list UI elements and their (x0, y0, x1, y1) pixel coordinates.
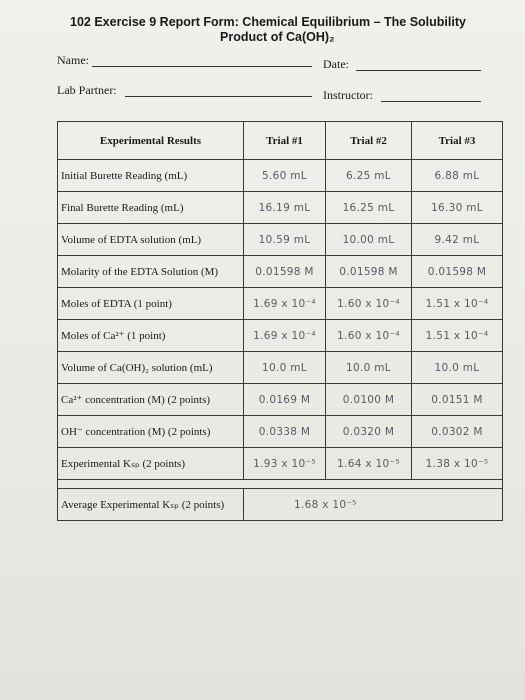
trial-1-value[interactable]: 10.0 mL (244, 352, 326, 384)
trial-3-value[interactable]: 10.0 mL (412, 352, 503, 384)
trial-1-value[interactable]: 10.59 mL (244, 224, 326, 256)
trial-3-value[interactable]: 16.30 mL (412, 192, 503, 224)
trial-2-value[interactable]: 10.00 mL (326, 224, 412, 256)
trial-2-value[interactable]: 1.60 x 10⁻⁴ (326, 288, 412, 320)
instructor-label: Instructor: (323, 88, 373, 102)
row-label: Experimental Kₛₚ (2 points) (58, 448, 244, 480)
table-row (58, 448, 503, 480)
header-experimental-results: Experimental Results (58, 122, 244, 160)
trial-3-value[interactable]: 1.38 x 10⁻⁵ (412, 448, 503, 480)
spacer-cell (58, 480, 503, 489)
row-label: Final Burette Reading (mL) (58, 192, 244, 224)
trial-3-value[interactable]: 1.51 x 10⁻⁴ (412, 288, 503, 320)
table-row (58, 416, 503, 448)
date-label: Date: (323, 57, 349, 71)
trial-1-value[interactable]: 0.0169 M (244, 384, 326, 416)
average-ksp-value[interactable]: 1.68 x 10⁻⁵ (244, 489, 503, 521)
header-trial-2: Trial #2 (326, 122, 412, 160)
header-row (58, 122, 503, 160)
date-field[interactable] (356, 70, 481, 71)
trial-2-value[interactable]: 16.25 mL (326, 192, 412, 224)
header-trial-3: Trial #3 (412, 122, 503, 160)
row-label: Volume of Ca(OH)₂ solution (mL) (58, 352, 244, 384)
trial-1-value[interactable]: 5.60 mL (244, 160, 326, 192)
average-row (58, 489, 503, 521)
title-line-1: 102 Exercise 9 Report Form: Chemical Equilibrium – The Solubility (70, 15, 466, 29)
trial-1-value[interactable]: 1.69 x 10⁻⁴ (244, 288, 326, 320)
trial-3-value[interactable]: 6.88 mL (412, 160, 503, 192)
name-field[interactable] (92, 66, 312, 67)
trial-3-value[interactable]: 0.0151 M (412, 384, 503, 416)
name-label: Name: (57, 53, 89, 67)
trial-3-value[interactable]: 0.01598 M (412, 256, 503, 288)
results-table (57, 121, 503, 521)
trial-1-value[interactable]: 0.0338 M (244, 416, 326, 448)
trial-2-value[interactable]: 0.01598 M (326, 256, 412, 288)
table-row (58, 288, 503, 320)
table-row (58, 352, 503, 384)
row-label: Moles of EDTA (1 point) (58, 288, 244, 320)
trial-1-value[interactable]: 1.93 x 10⁻⁵ (244, 448, 326, 480)
instructor-field[interactable] (381, 101, 481, 102)
trial-2-value[interactable]: 1.64 x 10⁻⁵ (326, 448, 412, 480)
table-row (58, 384, 503, 416)
spacer-row (58, 480, 503, 489)
row-label: OH⁻ concentration (M) (2 points) (58, 416, 244, 448)
header-trial-1: Trial #1 (244, 122, 326, 160)
trial-2-value[interactable]: 0.0100 M (326, 384, 412, 416)
trial-1-value[interactable]: 0.01598 M (244, 256, 326, 288)
trial-3-value[interactable]: 9.42 mL (412, 224, 503, 256)
table-row (58, 256, 503, 288)
data-rows (58, 160, 503, 480)
row-label: Volume of EDTA solution (mL) (58, 224, 244, 256)
table-row (58, 160, 503, 192)
table-row (58, 320, 503, 352)
row-label: Ca²⁺ concentration (M) (2 points) (58, 384, 244, 416)
trial-2-value[interactable]: 1.60 x 10⁻⁴ (326, 320, 412, 352)
trial-3-value[interactable]: 0.0302 M (412, 416, 503, 448)
trial-1-value[interactable]: 16.19 mL (244, 192, 326, 224)
table-row (58, 192, 503, 224)
row-label: Initial Burette Reading (mL) (58, 160, 244, 192)
title-line-2: Product of Ca(OH)₂ (220, 30, 335, 44)
table-row (58, 224, 503, 256)
row-label: Moles of Ca²⁺ (1 point) (58, 320, 244, 352)
trial-2-value[interactable]: 0.0320 M (326, 416, 412, 448)
lab-partner-field[interactable] (125, 96, 312, 97)
trial-2-value[interactable]: 10.0 mL (326, 352, 412, 384)
lab-partner-label: Lab Partner: (57, 83, 117, 97)
trial-2-value[interactable]: 6.25 mL (326, 160, 412, 192)
row-label: Molarity of the EDTA Solution (M) (58, 256, 244, 288)
trial-1-value[interactable]: 1.69 x 10⁻⁴ (244, 320, 326, 352)
trial-3-value[interactable]: 1.51 x 10⁻⁴ (412, 320, 503, 352)
average-label: Average Experimental Kₛₚ (2 points) (58, 489, 244, 521)
page-title (70, 15, 500, 45)
